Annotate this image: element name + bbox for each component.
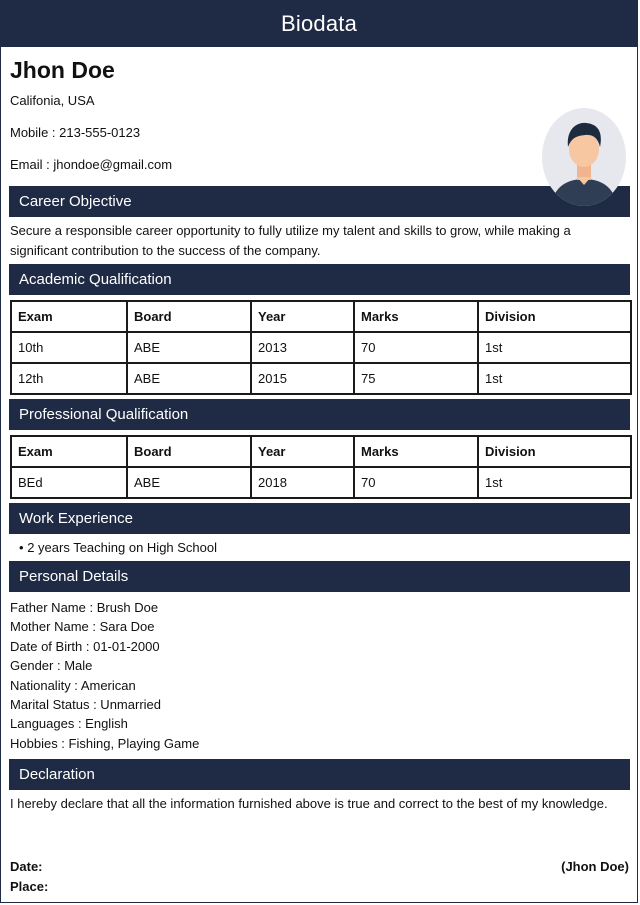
page-header-bar <box>1 1 637 47</box>
table-cell: ABE <box>127 467 251 498</box>
section-academic-qualification: Academic Qualification <box>9 264 630 295</box>
section-work-experience: Work Experience <box>9 503 630 534</box>
table-cell: 2013 <box>251 332 354 363</box>
declaration-text: I hereby declare that all the information furnished above is true and correct to the best of my knowledge. <box>10 796 608 812</box>
person-mobile: Mobile : 213-555-0123 <box>10 125 141 140</box>
section-professional-qualification: Professional Qualification <box>9 399 630 430</box>
table-cell: BEd <box>11 467 127 498</box>
person-name: Jhon Doe <box>10 57 115 83</box>
signature-name: (Jhon Doe) <box>561 859 629 874</box>
column-header: Exam <box>11 301 127 332</box>
section-career-objective: Career Objective <box>9 186 630 217</box>
table-cell: 10th <box>11 332 127 363</box>
column-header: Year <box>251 436 354 467</box>
table-cell: 1st <box>478 363 631 394</box>
column-header: Year <box>251 301 354 332</box>
column-header: Board <box>127 301 251 332</box>
table-row <box>11 363 631 394</box>
column-header: Exam <box>11 436 127 467</box>
table-row <box>11 332 631 363</box>
detail-marital-status: Marital Status : Unmarried <box>10 697 161 713</box>
work-experience-item: 2 years Teaching on High School <box>27 540 218 555</box>
page-title: Biodata <box>280 11 357 36</box>
table-cell: 12th <box>11 363 127 394</box>
person-email: Email : jhondoe@gmail.com <box>10 157 173 172</box>
table-cell: 2018 <box>251 467 354 498</box>
column-header: Division <box>478 436 631 467</box>
detail-nationality: Nationality : American <box>10 677 136 693</box>
column-header: Division <box>478 301 631 332</box>
table-cell: 70 <box>354 467 478 498</box>
career-objective-text: Secure a responsible career opportunity to fully utilize my talent and skills to grow, while making a significant contribution to the success of the company. <box>10 223 571 258</box>
table-header-row <box>11 436 631 467</box>
section-personal-details: Personal Details <box>9 561 630 592</box>
table-cell: 1st <box>478 332 631 363</box>
table-header-row <box>11 301 631 332</box>
detail-gender: Gender : Male <box>10 658 93 674</box>
table-cell: ABE <box>127 363 251 394</box>
list-item <box>19 540 637 555</box>
detail-mother-name: Mother Name : Sara Doe <box>10 619 155 635</box>
personal-header <box>1 47 637 186</box>
section-declaration: Declaration <box>9 759 630 790</box>
person-location: Califonia, USA <box>10 93 95 108</box>
column-header: Marks <box>354 301 478 332</box>
table-cell: ABE <box>127 332 251 363</box>
table-row <box>11 467 631 498</box>
personal-details-list <box>10 598 628 753</box>
detail-father-name: Father Name : Brush Doe <box>10 600 159 615</box>
detail-date-of-birth: Date of Birth : 01-01-2000 <box>10 638 160 654</box>
academic-table <box>10 300 632 395</box>
table-cell: 2015 <box>251 363 354 394</box>
detail-languages: Languages : English <box>10 716 128 732</box>
table-cell: 75 <box>354 363 478 394</box>
column-header: Marks <box>354 436 478 467</box>
table-cell: 1st <box>478 467 631 498</box>
column-header: Board <box>127 436 251 467</box>
place-label: Place: <box>10 878 49 894</box>
user-avatar-icon <box>541 107 627 207</box>
date-label: Date: <box>10 859 43 874</box>
bullet-icon: • <box>19 540 24 555</box>
detail-hobbies: Hobbies : Fishing, Playing Game <box>10 735 200 751</box>
table-cell: 70 <box>354 332 478 363</box>
professional-table <box>10 435 632 499</box>
